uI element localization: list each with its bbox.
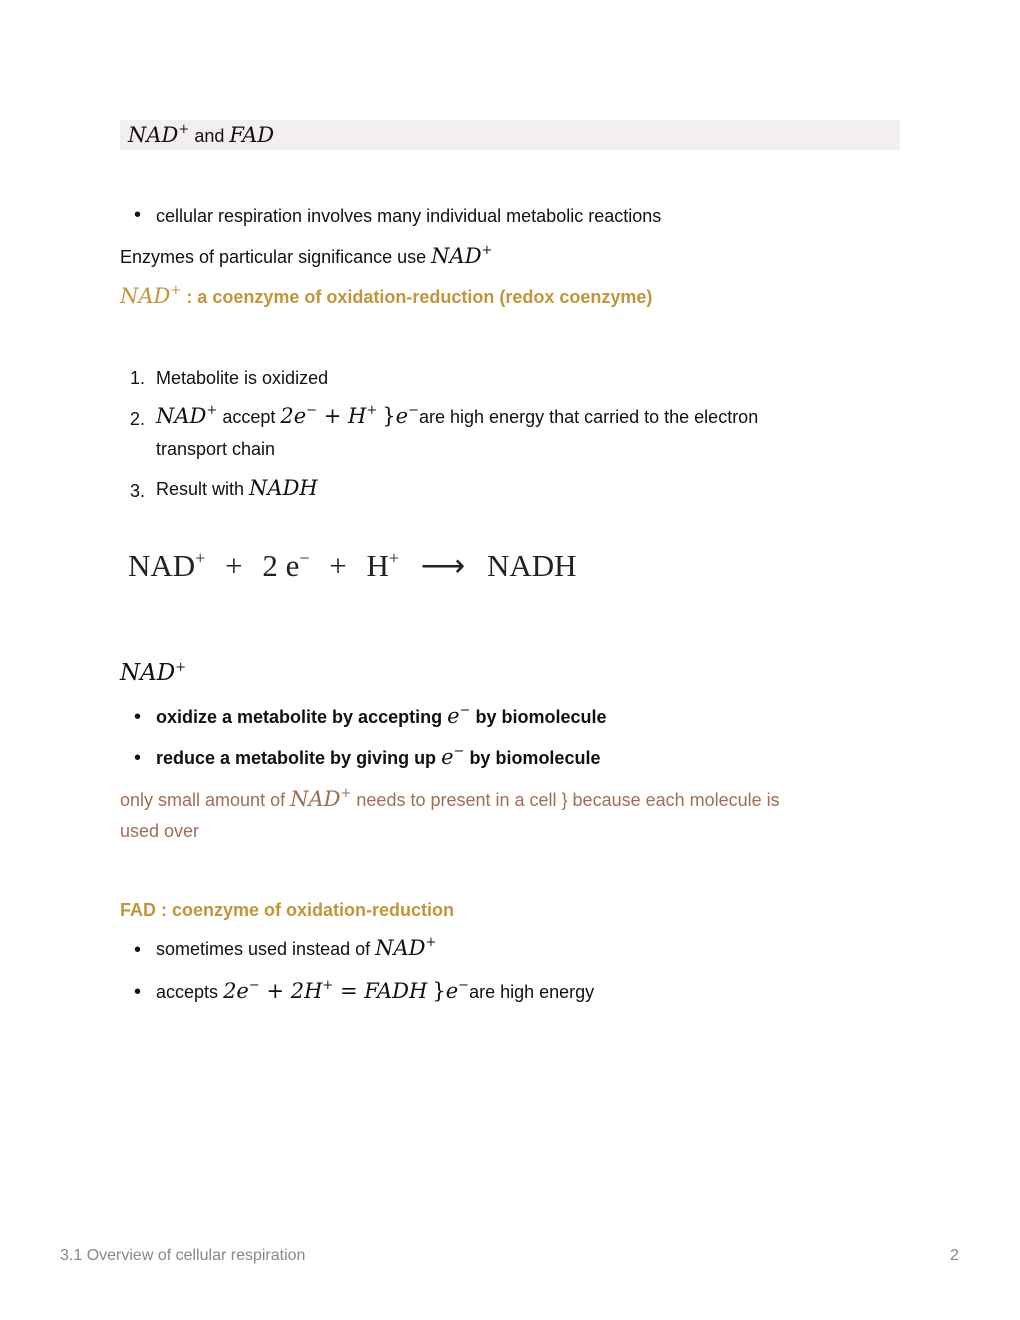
fad-heading: FAD : coenzyme of oxidation-reduction <box>120 900 455 920</box>
step-3-nadh-math: NADH <box>249 476 318 500</box>
enzymes-text: Enzymes of particular significance use <box>120 247 427 267</box>
nad-section-title <box>120 660 186 686</box>
bullet-respiration: cellular respiration involves many individual metabolic reactions <box>156 206 662 226</box>
bullet-dot: • <box>134 939 142 961</box>
nad-note-cont: used over <box>120 821 200 841</box>
step-2 <box>156 404 758 428</box>
heading-fad-math: FAD <box>229 123 275 147</box>
bullet-dot: • <box>134 747 142 769</box>
nad-note: only small amount of NAD+ needs to present in a cell } because each molecule is <box>120 786 780 811</box>
footer-chapter: 3.1 Overview of cellular respiration <box>60 1247 306 1264</box>
enzymes-nad-math: NAD+ <box>431 243 493 268</box>
enzymes-line <box>120 244 492 268</box>
bullet-reduce: reduce a metabolite by giving up e− by biomolecule <box>156 744 601 769</box>
bullet-dot: • <box>134 204 142 226</box>
section-heading <box>120 120 900 150</box>
step-2-brace: } <box>382 404 396 428</box>
step-2-text-cont: transport chain <box>156 439 276 459</box>
nad-coenzyme-heading <box>120 284 652 308</box>
step-1-text: Metabolite is oxidized <box>156 368 329 388</box>
nad-coenzyme-text: : a coenzyme of oxidation-reduction (redox coenzyme) <box>186 287 653 307</box>
heading-nad-math: NAD+ <box>128 122 190 147</box>
step-number: 1. <box>130 368 146 388</box>
bullet-dot: • <box>134 706 142 728</box>
step-2-e-math: e− <box>395 403 419 428</box>
arrow-icon: ⟶ <box>420 548 466 583</box>
bullet-dot: • <box>134 981 142 1003</box>
nad-coenzyme-math: NAD+ <box>120 283 182 308</box>
step-3-text: Result with <box>156 479 245 499</box>
footer-page-number: 2 <box>950 1247 959 1264</box>
step-2-nad-math: NAD+ <box>156 403 218 428</box>
nadh-equation: NAD+ + 2 e− + H+ ⟶ NADH <box>128 548 577 583</box>
step-number: 2. <box>130 409 146 429</box>
heading-and: and <box>194 126 225 146</box>
fad-bullet-accepts: accepts 2e− + 2H+ = FADH }e−are high energy <box>156 978 595 1003</box>
step-2-text: are high energy that carried to the electron <box>419 407 759 427</box>
bullet-oxidize: oxidize a metabolite by accepting e− by biomolecule <box>156 703 607 728</box>
step-2-accept: accept <box>222 407 276 427</box>
nad-section-math: NAD+ <box>120 660 187 686</box>
step-3 <box>156 476 318 500</box>
step-2-formula-math: 2e− + H+ <box>280 403 378 428</box>
step-number: 3. <box>130 481 146 501</box>
fad-bullet-instead: sometimes used instead of NAD+ <box>156 935 437 960</box>
